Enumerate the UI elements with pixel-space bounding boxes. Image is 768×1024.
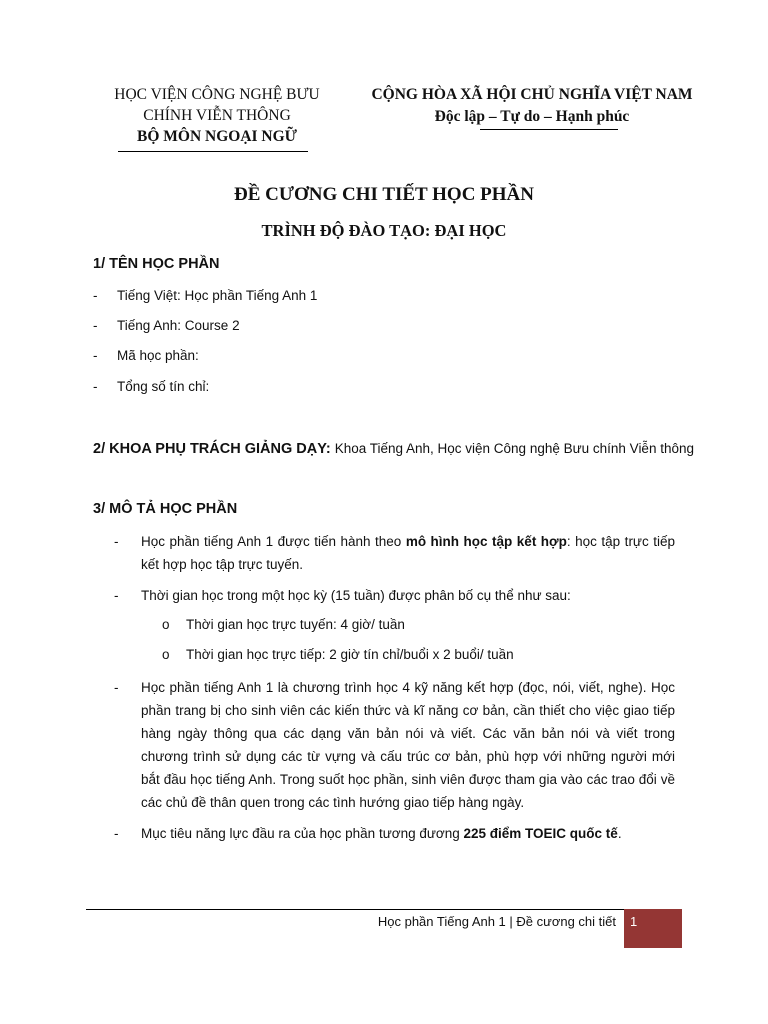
- section-2-label: 2/ KHOA PHỤ TRÁCH GIẢNG DẠY:: [93, 441, 331, 457]
- national-motto: Độc lập – Tự do – Hạnh phúc: [434, 108, 630, 125]
- bold-text-run: mô hình học tập kết hợp: [405, 534, 567, 549]
- course-code: Mã học phần:: [117, 348, 199, 363]
- footer-rule: [86, 909, 626, 910]
- section-2-value: Khoa Tiếng Anh, Học viện Công nghệ Bưu chính Viễn thông: [334, 441, 694, 456]
- offline-hours: Thời gian học trực tiếp: 2 giờ tín chỉ/buổi x 2 buổi/ tuần: [186, 647, 514, 662]
- text-run: Mục tiêu năng lực đầu ra của học phần tương đương: [141, 826, 464, 841]
- bold-text-run: 225 điểm TOEIC quốc tế: [463, 826, 618, 841]
- text-run: Thời gian học trong một học kỳ (15 tuần) được phân bố cụ thể như sau:: [141, 588, 571, 603]
- paragraph-target: [114, 822, 675, 845]
- text-run: Học phần tiếng Anh 1 là chương trình học 4 kỹ năng kết hợp (đọc, nói, viết, nghe). Học phần trang bị cho sinh viên các kiến thức và kĩ năng cơ bản, cần thiết cho việc giao tiếp hàng ngày thông qua các dạng văn bản nói và viết. Các văn bản nói và viết trong chương trình sử dụng các từ vựng và cấu trúc cơ bản, phù hợp với những người mới bắt đầu học tiếng Anh. Trong suốt học phần, sinh viên được tham gia vào các trao đổi về các chủ đề thân quen trong các tình hướng giao tiếp hàng ngày.: [141, 680, 675, 810]
- dash-bullet: -: [114, 826, 119, 841]
- national-header: [352, 84, 712, 128]
- list-item: [93, 348, 199, 363]
- dash-bullet: -: [93, 318, 98, 333]
- course-name-vi: Tiếng Việt: Học phần Tiếng Anh 1: [117, 288, 318, 303]
- list-item: [93, 379, 209, 394]
- text-run: Học phần tiếng Anh 1 được tiến hành theo: [141, 534, 406, 549]
- section-3-heading: 3/ MÔ TẢ HỌC PHẦN: [93, 501, 238, 517]
- national-title: CỘNG HÒA XÃ HỘI CHỦ NGHĨA VIỆT NAM: [371, 86, 693, 103]
- dash-bullet: -: [114, 680, 119, 695]
- list-item: [93, 318, 240, 333]
- sub-list-item: [162, 617, 405, 632]
- text-run: .: [617, 826, 622, 841]
- list-item: [93, 288, 317, 303]
- dash-bullet: -: [114, 588, 119, 603]
- footer-text: Học phần Tiếng Anh 1 | Đề cương chi tiết: [377, 914, 616, 929]
- section-1-heading: 1/ TÊN HỌC PHẦN: [93, 256, 220, 272]
- paragraph-schedule: [114, 584, 675, 607]
- section-2-heading: [93, 441, 694, 457]
- circle-bullet-icon: o: [162, 617, 170, 632]
- paragraph-description: [114, 676, 675, 814]
- total-credits: Tổng số tín chỉ:: [117, 379, 210, 394]
- institution-name-line2: CHÍNH VIỄN THÔNG: [143, 107, 291, 124]
- page-number-box: [624, 909, 682, 948]
- dash-bullet: -: [93, 379, 98, 394]
- paragraph-teaching-model: [114, 530, 675, 576]
- dash-bullet: -: [114, 534, 119, 549]
- circle-bullet-icon: o: [162, 647, 170, 662]
- course-name-en: Tiếng Anh: Course 2: [117, 318, 240, 333]
- department-underline: [118, 151, 308, 152]
- motto-underline: [480, 129, 618, 130]
- page-number: 1: [630, 914, 638, 929]
- document-subtitle: TRÌNH ĐỘ ĐÀO TẠO: ĐẠI HỌC: [261, 221, 507, 240]
- department-name: BỘ MÔN NGOẠI NGỮ: [136, 128, 298, 145]
- online-hours: Thời gian học trực tuyến: 4 giờ/ tuần: [186, 617, 405, 632]
- institution-name-line1: HỌC VIỆN CÔNG NGHỆ BƯU: [114, 86, 320, 103]
- institution-header: [88, 84, 346, 147]
- dash-bullet: -: [93, 348, 98, 363]
- document-title: ĐỀ CƯƠNG CHI TIẾT HỌC PHẦN: [234, 184, 534, 205]
- sub-list-item: [162, 647, 514, 662]
- dash-bullet: -: [93, 288, 98, 303]
- text-run: : học tập trực tiếp kết hợp học tập trực tuyến.: [141, 534, 675, 572]
